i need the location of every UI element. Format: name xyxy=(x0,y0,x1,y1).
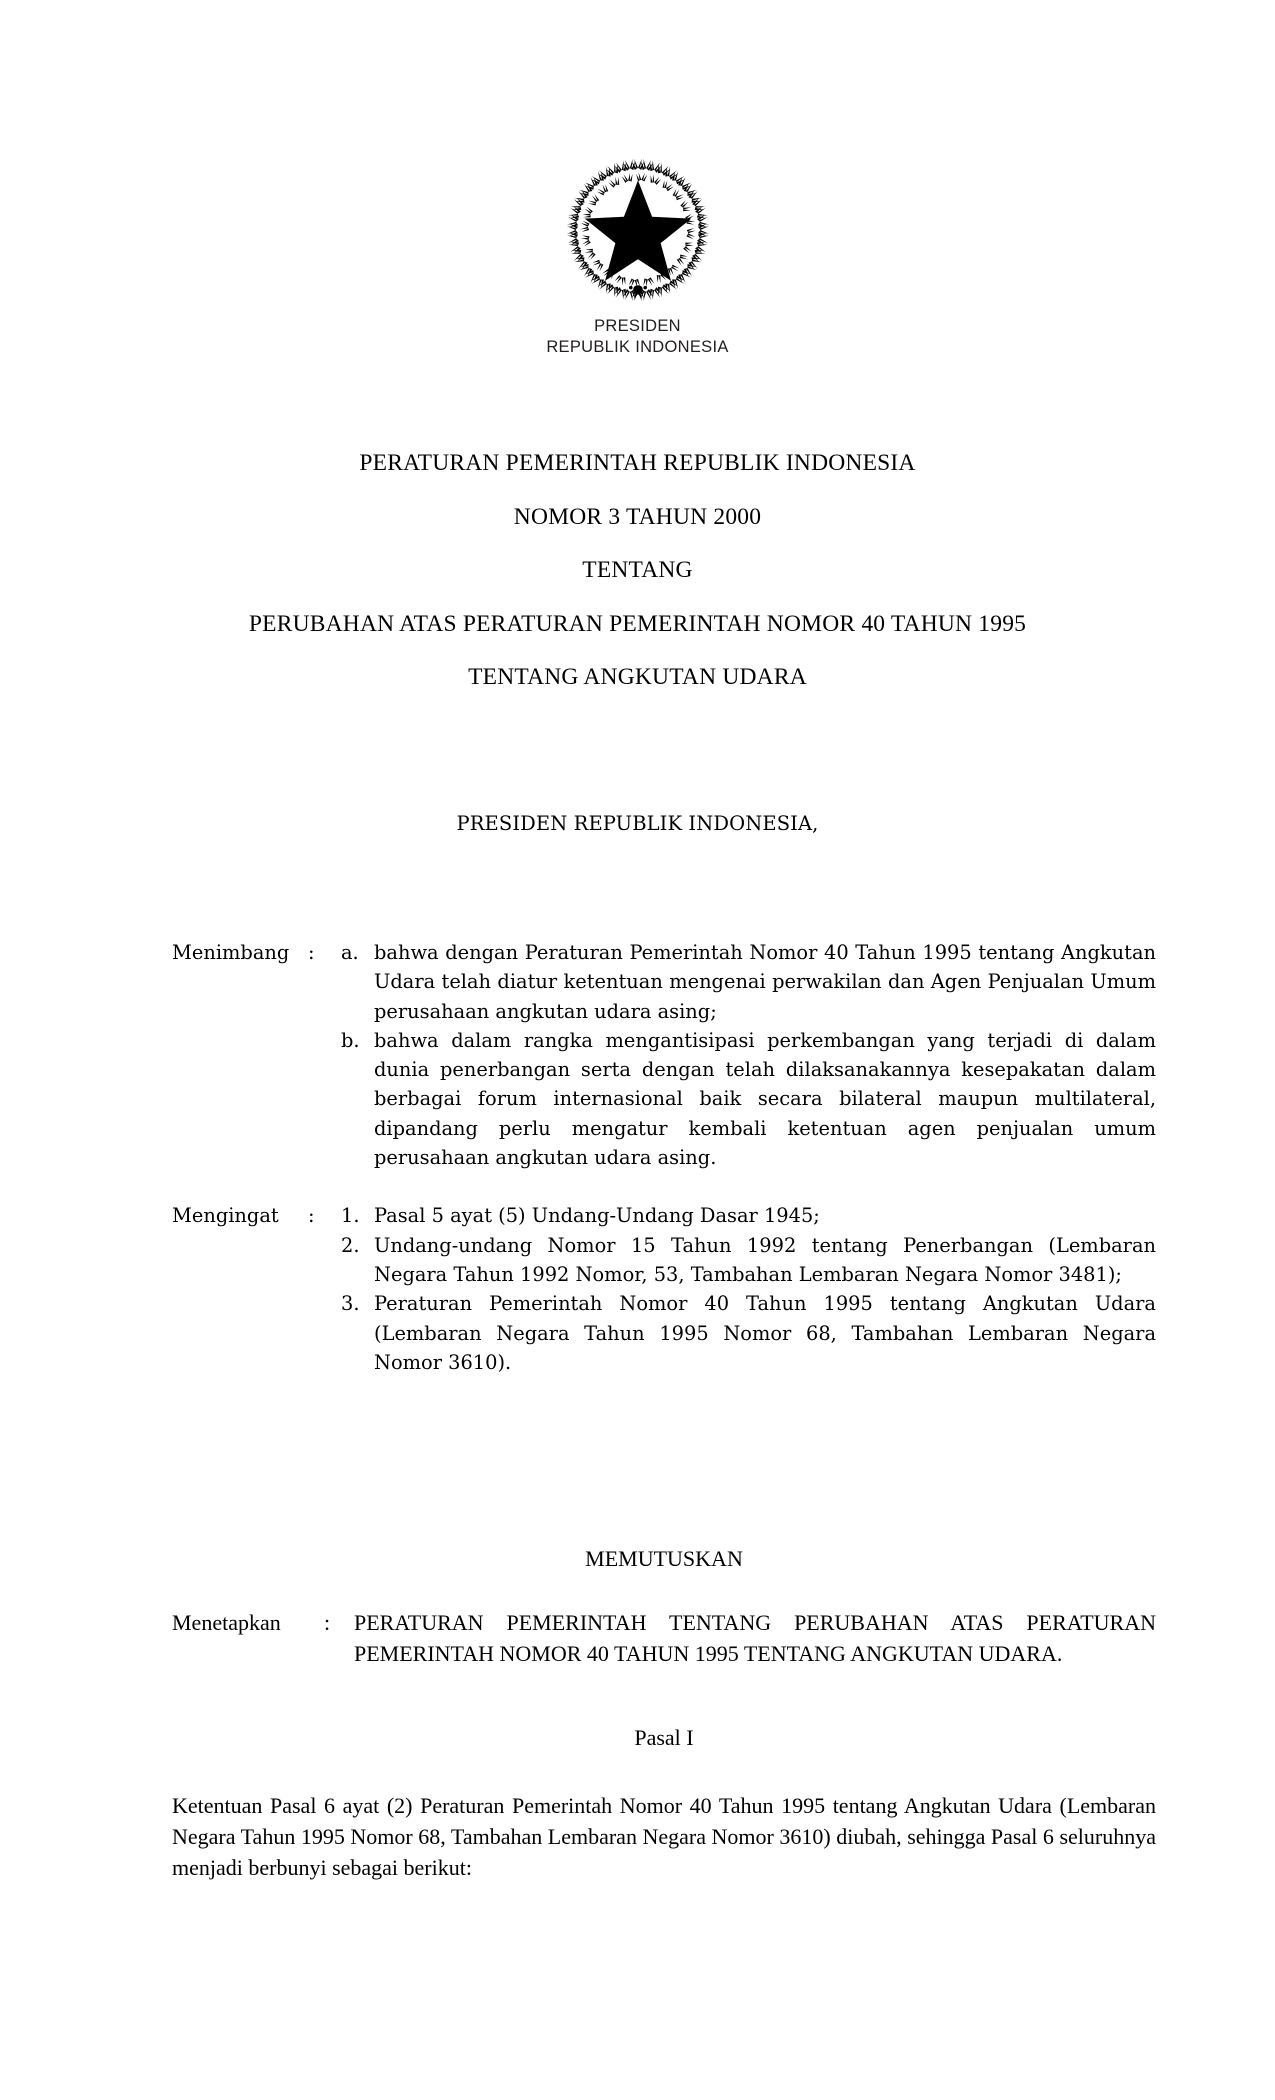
document-title-block xyxy=(110,452,1165,690)
item-marker: 2. xyxy=(341,1233,360,1257)
mengingat-colon: : xyxy=(308,1204,315,1228)
emblem-caption xyxy=(0,316,1275,358)
list-item xyxy=(341,938,1156,1026)
list-item xyxy=(341,1231,1156,1290)
list-item xyxy=(341,1026,1156,1172)
list-item xyxy=(341,1201,1156,1230)
item-marker: a. xyxy=(341,941,359,964)
document-body xyxy=(172,938,1156,1377)
clause-menetapkan xyxy=(172,1608,1156,1669)
item-text: Peraturan Pemerintah Nomor 40 Tahun 1995 tentang Angkutan Udara (Lembaran Negara Tahun 1995 Nomor 68, Tambahan Lembaran Negara Nomor 3610). xyxy=(374,1292,1156,1374)
item-text: Undang-undang Nomor 15 Tahun 1992 tentang Penerbangan (Lembaran Negara Tahun 1992 Nomor, 53, Tambahan Lembaran Negara Nomor 3481); xyxy=(374,1233,1156,1286)
mengingat-items xyxy=(341,1201,1156,1377)
title-line-5: TENTANG ANGKUTAN UDARA xyxy=(468,664,807,690)
menimbang-colon: : xyxy=(308,941,315,964)
item-text: bahwa dengan Peraturan Pemerintah Nomor 40 Tahun 1995 tentang Angkutan Udara telah diatur ketentuan mengenai perwakilan dan Agen Penjualan Umum perusahaan angkutan udara asing; xyxy=(374,941,1156,1023)
list-item xyxy=(341,1289,1156,1377)
item-marker: 3. xyxy=(341,1292,360,1316)
emblem-caption-line1: PRESIDEN xyxy=(594,317,681,335)
title-line-1: PERATURAN PEMERINTAH REPUBLIK INDONESIA xyxy=(359,450,916,476)
pasal-paragraph: Ketentuan Pasal 6 ayat (2) Peraturan Pemerintah Nomor 40 Tahun 1995 tentang Angkutan Udara (Lembaran Negara Tahun 1995 Nomor 68, Tambahan Lembaran Negara Nomor 3610) diubah, sehingga Pasal 6 seluruhnya menjadi berbunyi sebagai berikut: xyxy=(172,1793,1156,1880)
item-text: bahwa dalam rangka mengantisipasi perkembangan yang terjadi di dalam dunia penerbangan serta dengan telah dilaksanakannya kesepakatan dalam berbagai forum internasional baik secara bilateral maupun multilateral, dipandang perlu mengatur kembali ketentuan agen penjualan umum perusahaan angkutan udara asing. xyxy=(374,1028,1156,1170)
item-text: Pasal 5 ayat (5) Undang-Undang Dasar 1945; xyxy=(374,1204,820,1228)
item-marker: b. xyxy=(341,1028,360,1052)
title-line-2: NOMOR 3 TAHUN 2000 xyxy=(513,503,762,530)
menetapkan-colon: : xyxy=(324,1610,331,1635)
clause-menimbang xyxy=(172,938,1156,1172)
authority-line: PRESIDEN REPUBLIK INDONESIA, xyxy=(456,812,819,835)
menimbang-label: Menimbang xyxy=(172,941,290,964)
emblem-block xyxy=(0,150,1275,358)
menimbang-items xyxy=(341,938,1156,1172)
item-marker: 1. xyxy=(341,1204,360,1228)
title-line-4: PERUBAHAN ATAS PERATURAN PEMERINTAH NOMOR 40 TAHUN 1995 xyxy=(248,610,1027,637)
mengingat-label: Mengingat xyxy=(172,1204,279,1228)
garuda-star-wreath-emblem xyxy=(558,150,718,310)
memutuskan-heading: MEMUTUSKAN xyxy=(585,1546,743,1571)
emblem-caption-line2: REPUBLIK INDONESIA xyxy=(546,338,729,356)
menetapkan-label: Menetapkan xyxy=(172,1610,281,1635)
pasal-heading: Pasal I xyxy=(634,1725,694,1750)
title-line-3: TENTANG xyxy=(582,557,693,583)
clause-mengingat xyxy=(172,1201,1156,1377)
menetapkan-text: PERATURAN PEMERINTAH TENTANG PERUBAHAN ATAS PERATURAN PEMERINTAH NOMOR 40 TAHUN 1995 TENTANG ANGKUTAN UDARA. xyxy=(354,1610,1156,1666)
